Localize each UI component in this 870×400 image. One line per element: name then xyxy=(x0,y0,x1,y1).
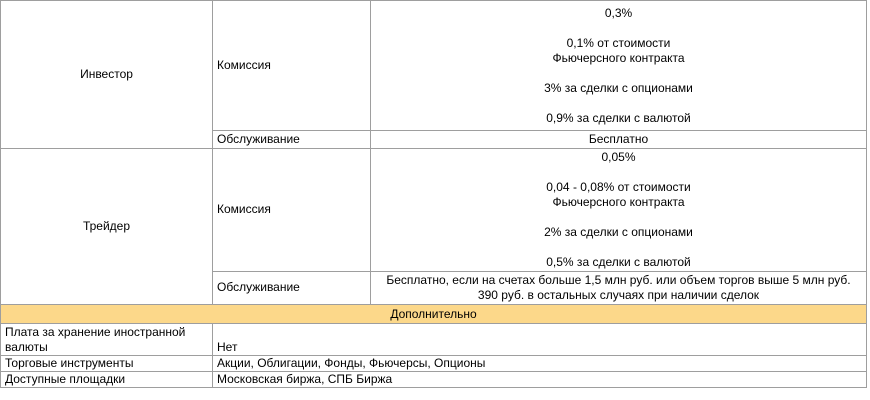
investor-commission-label: Комиссия xyxy=(213,1,371,131)
additional-row-value: Московская биржа, СПБ Биржа xyxy=(213,372,867,388)
additional-header-row xyxy=(1,305,867,324)
additional-row-label: Торговые инструменты xyxy=(1,356,213,372)
investor-service-value: Бесплатно xyxy=(371,131,867,149)
trader-service-label: Обслуживание xyxy=(213,271,371,304)
trader-plan-label: Трейдер xyxy=(1,149,213,305)
additional-row xyxy=(1,356,867,372)
trader-commission-label: Комиссия xyxy=(213,149,371,272)
investor-commission-row xyxy=(1,1,867,131)
investor-service-label: Обслуживание xyxy=(213,131,371,149)
additional-row xyxy=(1,324,867,356)
additional-row-label: Доступные площадки xyxy=(1,372,213,388)
investor-commission-value: 0,3% 0,1% от стоимости Фьючерсного контракта 3% за сделки с опционами 0,9% за сделки с валютой xyxy=(371,1,867,131)
trader-commission-value: 0,05% 0,04 - 0,08% от стоимости Фьючерсного контракта 2% за сделки с опционами 0,5% за сделки с валютой xyxy=(371,149,867,272)
additional-row-label: Плата за хранение иностранной валюты xyxy=(1,324,213,356)
additional-row-value: Нет xyxy=(213,324,867,356)
trader-commission-row xyxy=(1,149,867,272)
trader-service-value: Бесплатно, если на счетах больше 1,5 млн руб. или объем торгов выше 5 млн руб. 390 руб. в остальных случаях при наличии сделок xyxy=(371,271,867,304)
investor-plan-label: Инвестор xyxy=(1,1,213,149)
additional-header: Дополнительно xyxy=(1,305,867,324)
additional-row-value: Акции, Облигации, Фонды, Фьючерсы, Опционы xyxy=(213,356,867,372)
additional-row xyxy=(1,372,867,388)
